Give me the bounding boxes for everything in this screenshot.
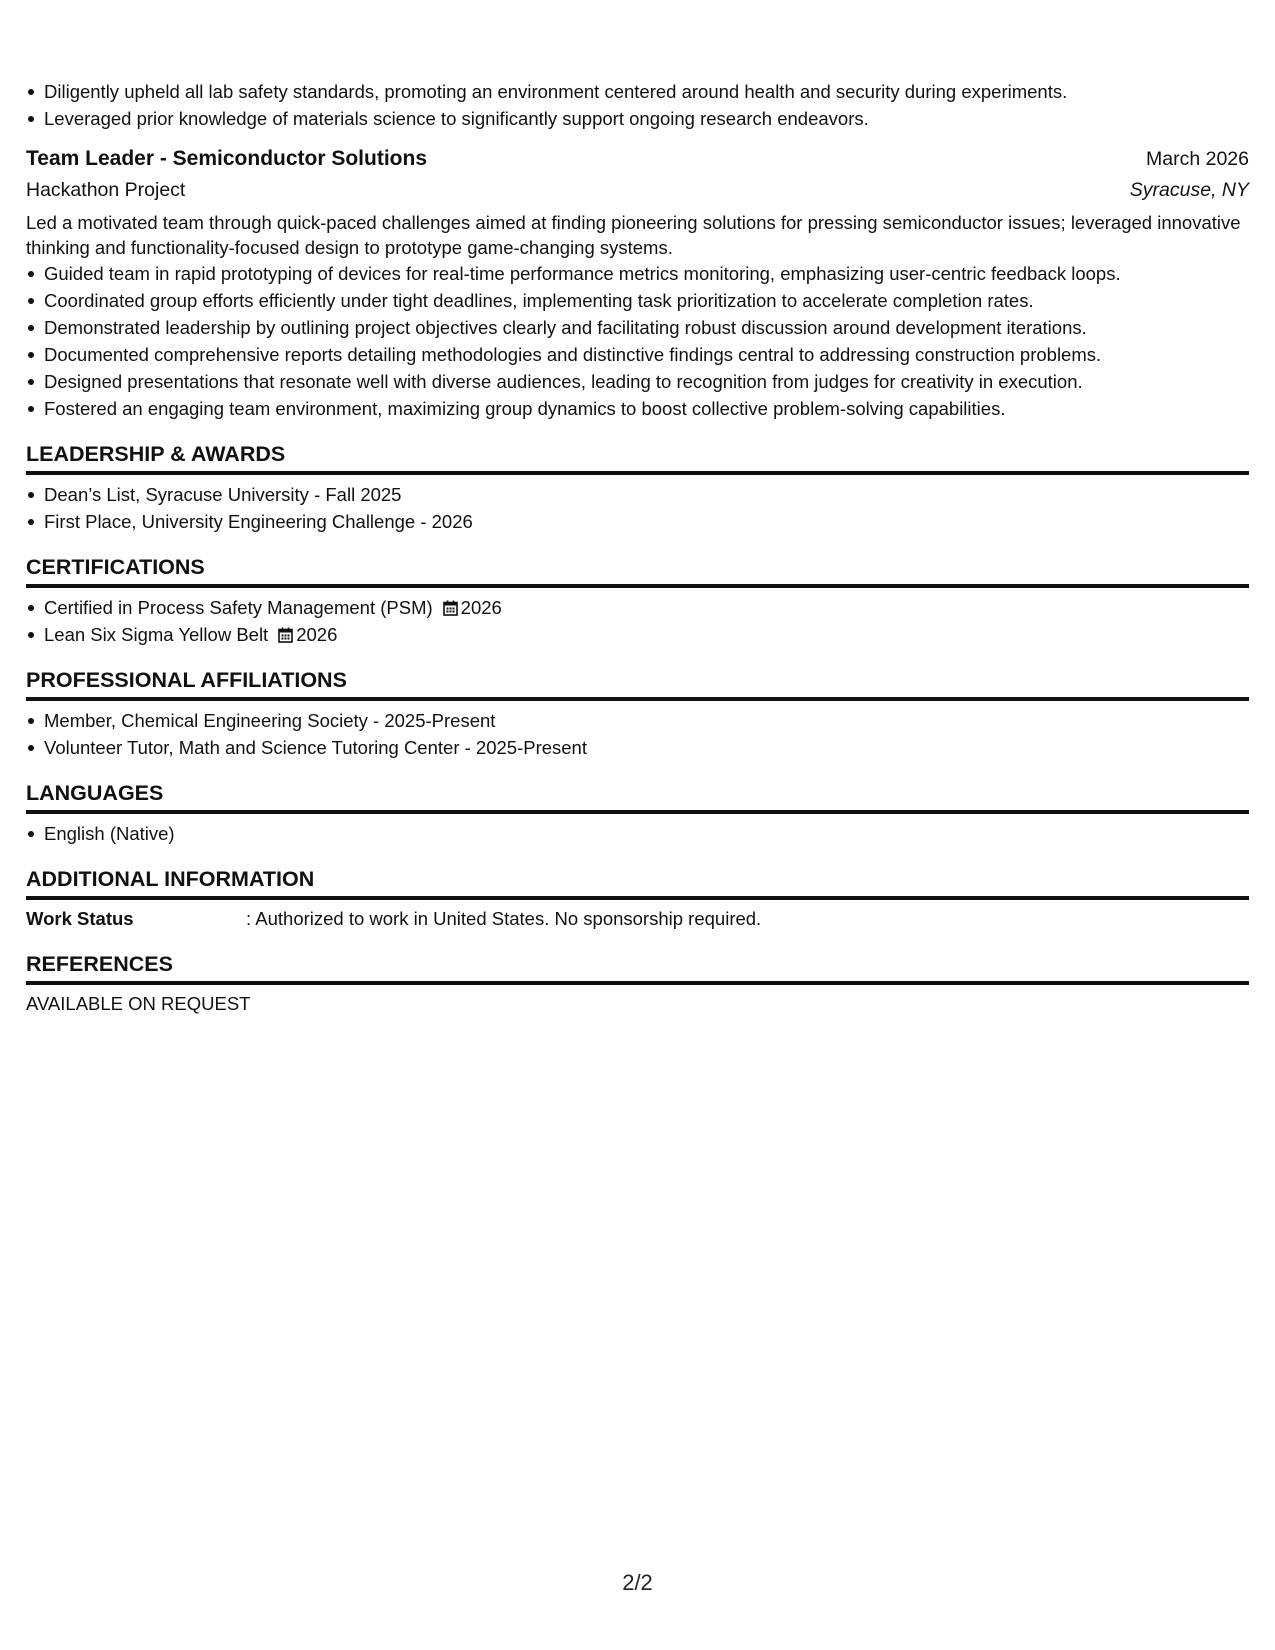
work-status-label: Work Status bbox=[26, 908, 134, 929]
affiliations-section bbox=[26, 665, 1249, 761]
list-item: Dean’s List, Syracuse University - Fall 2025 bbox=[26, 481, 1249, 508]
list-item: Diligently upheld all lab safety standards, promoting an environment centered around health and security during experiments. bbox=[26, 78, 1249, 105]
resume-page bbox=[26, 78, 1249, 1017]
section-title: LANGUAGES bbox=[26, 778, 1249, 814]
certification-name: Certified in Process Safety Management (PSM) bbox=[44, 597, 433, 618]
certification-year: 2026 bbox=[460, 597, 502, 618]
section-title: CERTIFICATIONS bbox=[26, 552, 1249, 588]
list-item: Leveraged prior knowledge of materials science to significantly support ongoing research endeavors. bbox=[26, 105, 1249, 132]
list-item bbox=[26, 594, 1249, 621]
list-item: Documented comprehensive reports detailing methodologies and distinctive findings central to addressing construction problems. bbox=[26, 341, 1249, 368]
job-bullets bbox=[26, 260, 1249, 422]
additional-info-section bbox=[26, 864, 1249, 932]
references-text: AVAILABLE ON REQUEST bbox=[26, 993, 251, 1014]
calendar-icon bbox=[443, 600, 458, 616]
list-item: First Place, University Engineering Challenge - 2026 bbox=[26, 508, 1249, 535]
job-description: Led a motivated team through quick-paced challenges aimed at finding pioneering solutions for pressing semiconductor issues; leveraged innovative thinking and functionality-focused design to prototype game-changing systems. bbox=[26, 212, 1241, 258]
certifications-section bbox=[26, 552, 1249, 648]
job-organization: Hackathon Project bbox=[26, 179, 186, 201]
languages-section bbox=[26, 778, 1249, 847]
calendar-icon bbox=[278, 627, 293, 643]
references-section bbox=[26, 949, 1249, 1017]
page-number: 2/2 bbox=[622, 1570, 653, 1595]
job-entry bbox=[26, 144, 1249, 422]
certification-name: Lean Six Sigma Yellow Belt bbox=[44, 624, 269, 645]
certification-year: 2026 bbox=[296, 624, 338, 645]
list-item: Guided team in rapid prototyping of devices for real-time performance metrics monitoring, emphasizing user-centric feedback loops. bbox=[26, 260, 1249, 287]
list-item bbox=[26, 621, 1249, 648]
list-item: Demonstrated leadership by outlining project objectives clearly and facilitating robust discussion around development iterations. bbox=[26, 314, 1249, 341]
job-date: March 2026 bbox=[1146, 148, 1249, 170]
list-item: Coordinated group efforts efficiently under tight deadlines, implementing task prioritization to accelerate completion rates. bbox=[26, 287, 1249, 314]
leadership-section bbox=[26, 439, 1249, 535]
work-status-value: : Authorized to work in United States. No sponsorship required. bbox=[246, 908, 762, 929]
list-item: English (Native) bbox=[26, 820, 1249, 847]
job-location: Syracuse, NY bbox=[1129, 179, 1249, 201]
section-title: ADDITIONAL INFORMATION bbox=[26, 864, 1249, 900]
section-title: PROFESSIONAL AFFILIATIONS bbox=[26, 665, 1249, 701]
list-item: Volunteer Tutor, Math and Science Tutoring Center - 2025-Present bbox=[26, 734, 1249, 761]
job-title: Team Leader - Semiconductor Solutions bbox=[26, 147, 428, 170]
work-status-row bbox=[26, 906, 1249, 932]
experience-tail-bullets bbox=[26, 78, 1249, 132]
section-title: REFERENCES bbox=[26, 949, 1249, 985]
section-title: LEADERSHIP & AWARDS bbox=[26, 439, 1249, 475]
list-item: Member, Chemical Engineering Society - 2025-Present bbox=[26, 707, 1249, 734]
list-item: Designed presentations that resonate well with diverse audiences, leading to recognition from judges for creativity in execution. bbox=[26, 368, 1249, 395]
list-item: Fostered an engaging team environment, maximizing group dynamics to boost collective problem-solving capabilities. bbox=[26, 395, 1249, 422]
